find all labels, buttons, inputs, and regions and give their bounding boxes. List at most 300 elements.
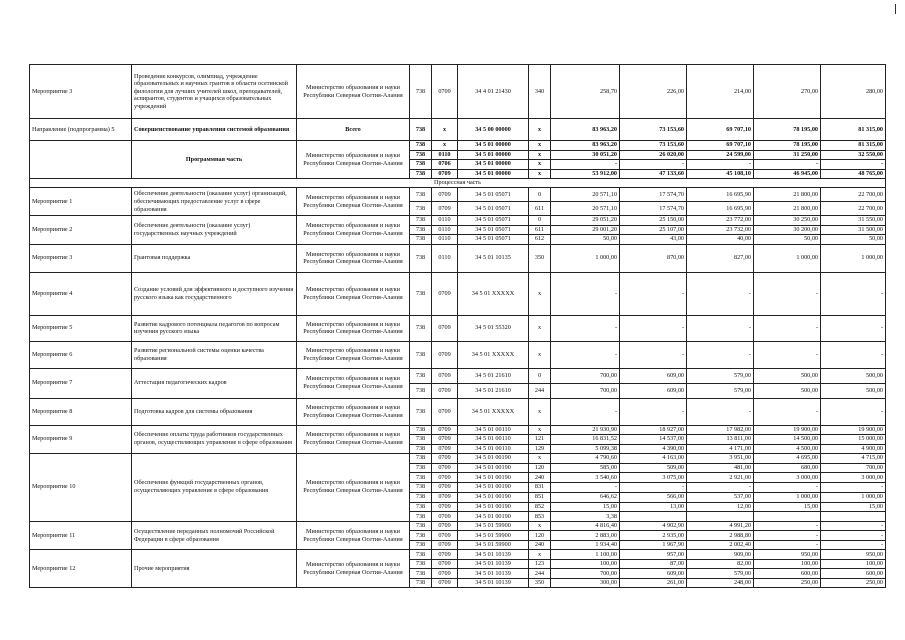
amount-cell-year-5: - <box>821 398 886 425</box>
grbs-code-cell: 738 <box>410 454 432 464</box>
grbs-code-cell: 738 <box>410 444 432 454</box>
amount-cell-year-2 <box>620 512 687 522</box>
amount-cell-year-3: 3 951,00 <box>687 454 754 464</box>
activity-name-cell: Мероприятие 12 <box>30 550 132 588</box>
grbs-code-cell: 738 <box>410 383 432 398</box>
target-article-cell: 34 5 01 05071 <box>458 202 529 216</box>
expense-type-cell: 123 <box>529 559 551 569</box>
section-code-cell: 0709 <box>432 521 458 531</box>
amount-cell-year-5: 950,00 <box>821 550 886 560</box>
section-code-cell: 0110 <box>432 235 458 245</box>
target-article-cell: 34 5 01 05071 <box>458 235 529 245</box>
executor-cell: Министерство образования и науки Республики Северная Осетия-Алания <box>297 425 410 454</box>
amount-cell-year-5: - <box>821 540 886 550</box>
target-article-cell: 34 5 01 10139 <box>458 578 529 588</box>
grbs-code-cell: 738 <box>410 425 432 435</box>
amount-cell-year-4: - <box>754 272 821 315</box>
amount-cell-year-1: - <box>551 315 620 341</box>
activity-description-cell: Аттестация педагогических кадров <box>132 368 297 398</box>
target-article-cell: 34 4 01 21430 <box>458 65 529 119</box>
amount-cell-year-4: 30 200,00 <box>754 225 821 235</box>
amount-cell-year-5: 31 500,00 <box>821 225 886 235</box>
amount-cell-year-1: 5 099,38 <box>551 444 620 454</box>
amount-cell-year-3: 4 171,00 <box>687 444 754 454</box>
grbs-code-cell: 738 <box>410 398 432 425</box>
section-code-cell: 0709 <box>432 368 458 383</box>
amount-cell-year-3 <box>687 512 754 522</box>
amount-cell-year-1: 4 816,40 <box>551 521 620 531</box>
amount-cell-year-3: 40,00 <box>687 235 754 245</box>
section-code-cell: 0709 <box>432 550 458 560</box>
amount-cell-year-3: 24 599,00 <box>687 150 754 160</box>
amount-cell-year-3: 16 695,90 <box>687 202 754 216</box>
amount-cell-year-5: 500,00 <box>821 368 886 383</box>
amount-cell-year-3: 579,00 <box>687 569 754 579</box>
amount-cell-year-4: 46 945,00 <box>754 169 821 179</box>
target-article-cell: 34 5 01 10135 <box>458 244 529 272</box>
amount-cell-year-1: 29 051,20 <box>551 216 620 226</box>
expense-type-cell: 120 <box>529 463 551 473</box>
expense-type-cell: x <box>529 425 551 435</box>
expense-type-cell: 240 <box>529 540 551 550</box>
expense-type-cell: 240 <box>529 473 551 483</box>
grbs-code-cell: 738 <box>410 569 432 579</box>
target-article-cell: 34 5 01 05071 <box>458 216 529 226</box>
executor-cell: Министерство образования и науки Республики Северная Осетия-Алания <box>297 550 410 588</box>
amount-cell-year-1: 646,62 <box>551 492 620 502</box>
target-article-cell: 34 5 01 00190 <box>458 463 529 473</box>
expense-type-cell: 611 <box>529 202 551 216</box>
section-code-cell: 0706 <box>432 160 458 170</box>
amount-cell-year-1: - <box>551 341 620 368</box>
amount-cell-year-3: 69 707,10 <box>687 141 754 151</box>
amount-cell-year-2: 25 107,00 <box>620 225 687 235</box>
section-code-cell: 0709 <box>432 65 458 119</box>
expense-type-cell: x <box>529 141 551 151</box>
grbs-code-cell: 738 <box>410 244 432 272</box>
amount-cell-year-4: 600,00 <box>754 569 821 579</box>
amount-cell-year-4: 100,00 <box>754 559 821 569</box>
amount-cell-year-3: 23 772,00 <box>687 216 754 226</box>
section-code-cell: 0709 <box>432 559 458 569</box>
executor-cell: Министерство образования и науки Республики Северная Осетия-Алания <box>297 341 410 368</box>
target-article-cell: 34 5 01 00190 <box>458 473 529 483</box>
activity-name-cell: Мероприятие 7 <box>30 368 132 398</box>
expense-type-cell: 0 <box>529 216 551 226</box>
expense-type-cell: x <box>529 160 551 170</box>
expense-type-cell: 851 <box>529 492 551 502</box>
amount-cell-year-1: 1 934,40 <box>551 540 620 550</box>
target-article-cell: 34 5 01 00000 <box>458 169 529 179</box>
expense-type-cell: 831 <box>529 483 551 493</box>
amount-cell-year-4: - <box>754 160 821 170</box>
expense-type-cell: 121 <box>529 435 551 445</box>
amount-cell-year-3: 69 707,10 <box>687 119 754 141</box>
expense-type-cell: 120 <box>529 531 551 541</box>
budget-table-body <box>30 65 886 588</box>
amount-cell-year-2: 957,00 <box>620 550 687 560</box>
section-code-cell: 0709 <box>432 444 458 454</box>
section-code-cell: 0709 <box>432 398 458 425</box>
amount-cell-year-2: 609,00 <box>620 569 687 579</box>
table-row <box>30 550 886 560</box>
activity-name-cell: Мероприятие 4 <box>30 272 132 315</box>
amount-cell-year-3: 12,00 <box>687 502 754 512</box>
amount-cell-year-2: 43,00 <box>620 235 687 245</box>
expense-type-cell: 129 <box>529 444 551 454</box>
amount-cell-year-5: 250,00 <box>821 578 886 588</box>
amount-cell-year-1: 585,00 <box>551 463 620 473</box>
amount-cell-year-2: 4 390,00 <box>620 444 687 454</box>
activity-name-cell: Мероприятие 5 <box>30 315 132 341</box>
amount-cell-year-4: 4 500,00 <box>754 444 821 454</box>
grbs-code-cell: 738 <box>410 169 432 179</box>
activity-description-cell: Обеспечение деятельности (оказание услуг) государственных научных учреждений <box>132 216 297 245</box>
amount-cell-year-5: - <box>821 315 886 341</box>
amount-cell-year-3: - <box>687 160 754 170</box>
amount-cell-year-2: - <box>620 272 687 315</box>
amount-cell-year-5: 4 715,00 <box>821 454 886 464</box>
section-subheader-row <box>30 179 886 188</box>
section-code-cell: x <box>432 141 458 151</box>
amount-cell-year-1: 1 100,00 <box>551 550 620 560</box>
table-row <box>30 141 886 151</box>
table-row <box>30 315 886 341</box>
target-article-cell: 34 5 01 10139 <box>458 569 529 579</box>
amount-cell-year-4: - <box>754 483 821 493</box>
target-article-cell: 34 5 01 00110 <box>458 425 529 435</box>
amount-cell-year-5: 31 550,00 <box>821 216 886 226</box>
grbs-code-cell: 738 <box>410 540 432 550</box>
table-row <box>30 425 886 435</box>
amount-cell-year-4: 78 195,00 <box>754 119 821 141</box>
amount-cell-year-2: 73 153,60 <box>620 141 687 151</box>
grbs-code-cell: 738 <box>410 202 432 216</box>
amount-cell-year-1: 258,70 <box>551 65 620 119</box>
amount-cell-year-3: 23 732,00 <box>687 225 754 235</box>
expense-type-cell: 611 <box>529 225 551 235</box>
amount-cell-year-4: - <box>754 531 821 541</box>
target-article-cell: 34 5 01 59900 <box>458 540 529 550</box>
amount-cell-year-5: - <box>821 160 886 170</box>
amount-cell-year-5: 1 000,00 <box>821 244 886 272</box>
amount-cell-year-5: 500,00 <box>821 383 886 398</box>
amount-cell-year-4: 21 800,00 <box>754 202 821 216</box>
grbs-code-cell: 738 <box>410 272 432 315</box>
executor-cell: Министерство образования и науки Республики Северная Осетия-Алания <box>297 188 410 216</box>
amount-cell-year-4: 19 900,00 <box>754 425 821 435</box>
grbs-code-cell: 738 <box>410 492 432 502</box>
amount-cell-year-2: 2 935,00 <box>620 531 687 541</box>
target-article-cell: 34 5 01 00000 <box>458 141 529 151</box>
grbs-code-cell: 738 <box>410 502 432 512</box>
activity-name-cell: Мероприятие 3 <box>30 244 132 272</box>
amount-cell-year-2: 261,00 <box>620 578 687 588</box>
amount-cell-year-4: 250,00 <box>754 578 821 588</box>
activity-name-cell <box>30 141 132 179</box>
amount-cell-year-3: 2 988,80 <box>687 531 754 541</box>
activity-name-cell: Мероприятие 10 <box>30 454 132 522</box>
amount-cell-year-2: 14 537,00 <box>620 435 687 445</box>
amount-cell-year-1: 53 912,00 <box>551 169 620 179</box>
amount-cell-year-4: 21 800,00 <box>754 188 821 202</box>
grbs-code-cell: 738 <box>410 368 432 383</box>
amount-cell-year-3: 82,00 <box>687 559 754 569</box>
expense-type-cell: x <box>529 119 551 141</box>
expense-type-cell: 244 <box>529 569 551 579</box>
amount-cell-year-4: 31 250,00 <box>754 150 821 160</box>
amount-cell-year-2: 870,00 <box>620 244 687 272</box>
expense-type-cell: 612 <box>529 235 551 245</box>
amount-cell-year-3: 16 695,90 <box>687 188 754 202</box>
amount-cell-year-5: - <box>821 272 886 315</box>
executor-cell: Министерство образования и науки Республики Северная Осетия-Алания <box>297 398 410 425</box>
expense-type-cell: x <box>529 398 551 425</box>
grbs-code-cell: 738 <box>410 150 432 160</box>
section-code-cell: 0709 <box>432 531 458 541</box>
amount-cell-year-3: 579,00 <box>687 368 754 383</box>
target-article-cell: 34 5 01 XXXXX <box>458 272 529 315</box>
amount-cell-year-3: - <box>687 315 754 341</box>
table-row <box>30 65 886 119</box>
amount-cell-year-5 <box>821 512 886 522</box>
grbs-code-cell: 738 <box>410 483 432 493</box>
grbs-code-cell: 738 <box>410 435 432 445</box>
activity-description-cell: Программная часть <box>132 141 297 179</box>
amount-cell-year-4: - <box>754 521 821 531</box>
target-article-cell: 34 5 01 10139 <box>458 550 529 560</box>
executor-cell: Министерство образования и науки Республики Северная Осетия-Алания <box>297 216 410 245</box>
grbs-code-cell: 738 <box>410 141 432 151</box>
table-row <box>30 119 886 141</box>
activity-description-cell: Подготовка кадров для системы образования <box>132 398 297 425</box>
section-code-cell: 0709 <box>432 315 458 341</box>
target-article-cell: 34 5 01 59900 <box>458 531 529 541</box>
target-article-cell: 34 5 01 05071 <box>458 225 529 235</box>
amount-cell-year-1: 3,38 <box>551 512 620 522</box>
executor-cell: Министерство образования и науки Республики Северная Осетия-Алания <box>297 141 410 179</box>
target-article-cell: 34 5 01 00190 <box>458 512 529 522</box>
amount-cell-year-2: 226,00 <box>620 65 687 119</box>
target-article-cell: 34 5 00 00000 <box>458 119 529 141</box>
amount-cell-year-3: 214,00 <box>687 65 754 119</box>
activity-name-cell: Мероприятие 8 <box>30 398 132 425</box>
section-code-cell: 0709 <box>432 202 458 216</box>
target-article-cell: 34 5 01 55320 <box>458 315 529 341</box>
expense-type-cell: x <box>529 521 551 531</box>
expense-type-cell: 350 <box>529 578 551 588</box>
activity-description-cell: Обеспечение деятельности (оказание услуг) организаций, обеспечивающих предоставление услуг в сфере образования <box>132 188 297 216</box>
target-article-cell: 34 5 01 05071 <box>458 188 529 202</box>
amount-cell-year-3: 17 982,00 <box>687 425 754 435</box>
amount-cell-year-4 <box>754 512 821 522</box>
section-code-cell: 0709 <box>432 540 458 550</box>
amount-cell-year-1: 30 051,20 <box>551 150 620 160</box>
amount-cell-year-1: 21 930,90 <box>551 425 620 435</box>
grbs-code-cell: 738 <box>410 531 432 541</box>
table-row <box>30 368 886 383</box>
amount-cell-year-5: 15 000,00 <box>821 435 886 445</box>
amount-cell-year-3: - <box>687 398 754 425</box>
section-code-cell: 0709 <box>432 473 458 483</box>
amount-cell-year-3: - <box>687 341 754 368</box>
amount-cell-year-1: 300,00 <box>551 578 620 588</box>
amount-cell-year-4: 4 695,00 <box>754 454 821 464</box>
activity-description-cell: Проведение конкурсов, олимпиад, учреждение образовательных и научных грантов в области осетинской филологии для лучших учителей школ, преподавателей, аспирантов, студентов и учащихся образовательных учреждений <box>132 65 297 119</box>
amount-cell-year-5: 700,00 <box>821 463 886 473</box>
amount-cell-year-1: 15,00 <box>551 502 620 512</box>
amount-cell-year-3: 2 921,00 <box>687 473 754 483</box>
activity-description-cell: Грантовая поддержка <box>132 244 297 272</box>
amount-cell-year-5: 22 700,00 <box>821 188 886 202</box>
target-article-cell: 34 5 01 00110 <box>458 444 529 454</box>
amount-cell-year-2: 17 574,70 <box>620 202 687 216</box>
amount-cell-year-1: 20 571,10 <box>551 188 620 202</box>
amount-cell-year-1: 2 883,00 <box>551 531 620 541</box>
executor-cell: Министерство образования и науки Республики Северная Осетия-Алания <box>297 454 410 522</box>
section-code-cell: 0709 <box>432 578 458 588</box>
amount-cell-year-2: 73 153,60 <box>620 119 687 141</box>
amount-cell-year-1: 700,00 <box>551 383 620 398</box>
section-code-cell: 0709 <box>432 169 458 179</box>
amount-cell-year-3: 248,00 <box>687 578 754 588</box>
amount-cell-year-3: 827,00 <box>687 244 754 272</box>
amount-cell-year-1: 1 000,00 <box>551 244 620 272</box>
amount-cell-year-2: 4 902,90 <box>620 521 687 531</box>
amount-cell-year-2: 47 133,60 <box>620 169 687 179</box>
activity-description-cell: Прочие мероприятия <box>132 550 297 588</box>
activity-name-cell: Мероприятие 9 <box>30 425 132 454</box>
amount-cell-year-1: 83 963,20 <box>551 141 620 151</box>
executor-cell: Министерство образования и науки Республики Северная Осетия-Алания <box>297 244 410 272</box>
table-row <box>30 216 886 226</box>
expense-type-cell: 0 <box>529 368 551 383</box>
expense-type-cell: x <box>529 150 551 160</box>
executor-cell: Министерство образования и науки Республики Северная Осетия-Алания <box>297 65 410 119</box>
section-code-cell: 0709 <box>432 341 458 368</box>
section-code-cell: 0709 <box>432 492 458 502</box>
amount-cell-year-2: 4 163,00 <box>620 454 687 464</box>
table-row <box>30 341 886 368</box>
amount-cell-year-2: 609,00 <box>620 368 687 383</box>
amount-cell-year-4: 78 195,00 <box>754 141 821 151</box>
activity-description-cell: Создание условий для эффективного и доступного изучения русского языка как государственного <box>132 272 297 315</box>
grbs-code-cell: 738 <box>410 578 432 588</box>
amount-cell-year-1: - <box>551 483 620 493</box>
table-row <box>30 454 886 464</box>
expense-type-cell: 853 <box>529 512 551 522</box>
amount-cell-year-4: 30 250,00 <box>754 216 821 226</box>
amount-cell-year-3: - <box>687 483 754 493</box>
expense-type-cell: 244 <box>529 383 551 398</box>
grbs-code-cell: 738 <box>410 119 432 141</box>
amount-cell-year-3: 45 108,10 <box>687 169 754 179</box>
amount-cell-year-1: 3 540,60 <box>551 473 620 483</box>
executor-cell: Всего <box>297 119 410 141</box>
activity-description-cell: Обеспечение оплаты труда работников государственных органов, осуществляющих управление в сфере образования <box>132 425 297 454</box>
expense-type-cell: 852 <box>529 502 551 512</box>
amount-cell-year-5: - <box>821 521 886 531</box>
executor-cell: Министерство образования и науки Республики Северная Осетия-Алания <box>297 272 410 315</box>
amount-cell-year-2: 3 075,00 <box>620 473 687 483</box>
grbs-code-cell: 738 <box>410 188 432 202</box>
amount-cell-year-4: 3 000,00 <box>754 473 821 483</box>
section-code-cell: 0709 <box>432 512 458 522</box>
amount-cell-year-2: 17 574,70 <box>620 188 687 202</box>
executor-cell: Министерство образования и науки Республики Северная Осетия-Алания <box>297 521 410 550</box>
amount-cell-year-1: - <box>551 272 620 315</box>
amount-cell-year-4: 1 000,00 <box>754 244 821 272</box>
amount-cell-year-5: - <box>821 531 886 541</box>
section-code-cell: 0709 <box>432 502 458 512</box>
amount-cell-year-5: - <box>821 341 886 368</box>
grbs-code-cell: 738 <box>410 160 432 170</box>
amount-cell-year-1: 20 571,10 <box>551 202 620 216</box>
section-code-cell: 0110 <box>432 150 458 160</box>
target-article-cell: 34 5 01 59900 <box>458 521 529 531</box>
amount-cell-year-1: 83 963,20 <box>551 119 620 141</box>
amount-cell-year-4: 1 000,00 <box>754 492 821 502</box>
target-article-cell: 34 5 01 00000 <box>458 160 529 170</box>
grbs-code-cell: 738 <box>410 463 432 473</box>
amount-cell-year-4: - <box>754 398 821 425</box>
amount-cell-year-2: - <box>620 341 687 368</box>
grbs-code-cell: 738 <box>410 216 432 226</box>
amount-cell-year-2: 1 967,90 <box>620 540 687 550</box>
amount-cell-year-5: 22 700,00 <box>821 202 886 216</box>
amount-cell-year-3: - <box>687 272 754 315</box>
grbs-code-cell: 738 <box>410 341 432 368</box>
amount-cell-year-5: 600,00 <box>821 569 886 579</box>
amount-cell-year-1: 700,00 <box>551 368 620 383</box>
grbs-code-cell: 738 <box>410 512 432 522</box>
amount-cell-year-2: - <box>620 160 687 170</box>
amount-cell-year-5: 48 765,00 <box>821 169 886 179</box>
expense-type-cell: x <box>529 550 551 560</box>
target-article-cell: 34 5 01 21610 <box>458 383 529 398</box>
target-article-cell: 34 5 01 00110 <box>458 435 529 445</box>
amount-cell-year-3: 537,00 <box>687 492 754 502</box>
amount-cell-year-3: 2 002,40 <box>687 540 754 550</box>
amount-cell-year-2: 18 927,00 <box>620 425 687 435</box>
amount-cell-year-4: 50,00 <box>754 235 821 245</box>
section-code-cell: 0709 <box>432 463 458 473</box>
amount-cell-year-5: 19 900,00 <box>821 425 886 435</box>
amount-cell-year-2: 25 150,00 <box>620 216 687 226</box>
activity-description-cell: Обеспечение функций государственных органов, осуществляющих управление в сфере образования <box>132 454 297 522</box>
amount-cell-year-5: 32 550,00 <box>821 150 886 160</box>
amount-cell-year-2: - <box>620 398 687 425</box>
amount-cell-year-5: 50,00 <box>821 235 886 245</box>
amount-cell-year-4: 950,00 <box>754 550 821 560</box>
activity-description-cell: Развитие региональной системы оценки качества образования <box>132 341 297 368</box>
executor-cell: Министерство образования и науки Республики Северная Осетия-Алания <box>297 368 410 398</box>
amount-cell-year-1: 16 831,52 <box>551 435 620 445</box>
expense-type-cell: 340 <box>529 65 551 119</box>
amount-cell-year-5: 100,00 <box>821 559 886 569</box>
amount-cell-year-1: 4 790,60 <box>551 454 620 464</box>
amount-cell-year-5: 81 315,00 <box>821 119 886 141</box>
section-subheader: Процессная часть <box>30 179 886 188</box>
grbs-code-cell: 738 <box>410 521 432 531</box>
activity-name-cell: Мероприятие 11 <box>30 521 132 550</box>
amount-cell-year-5: 1 000,00 <box>821 492 886 502</box>
amount-cell-year-5: 280,00 <box>821 65 886 119</box>
table-row <box>30 272 886 315</box>
table-row <box>30 521 886 531</box>
section-code-cell: 0709 <box>432 435 458 445</box>
target-article-cell: 34 5 01 21610 <box>458 368 529 383</box>
